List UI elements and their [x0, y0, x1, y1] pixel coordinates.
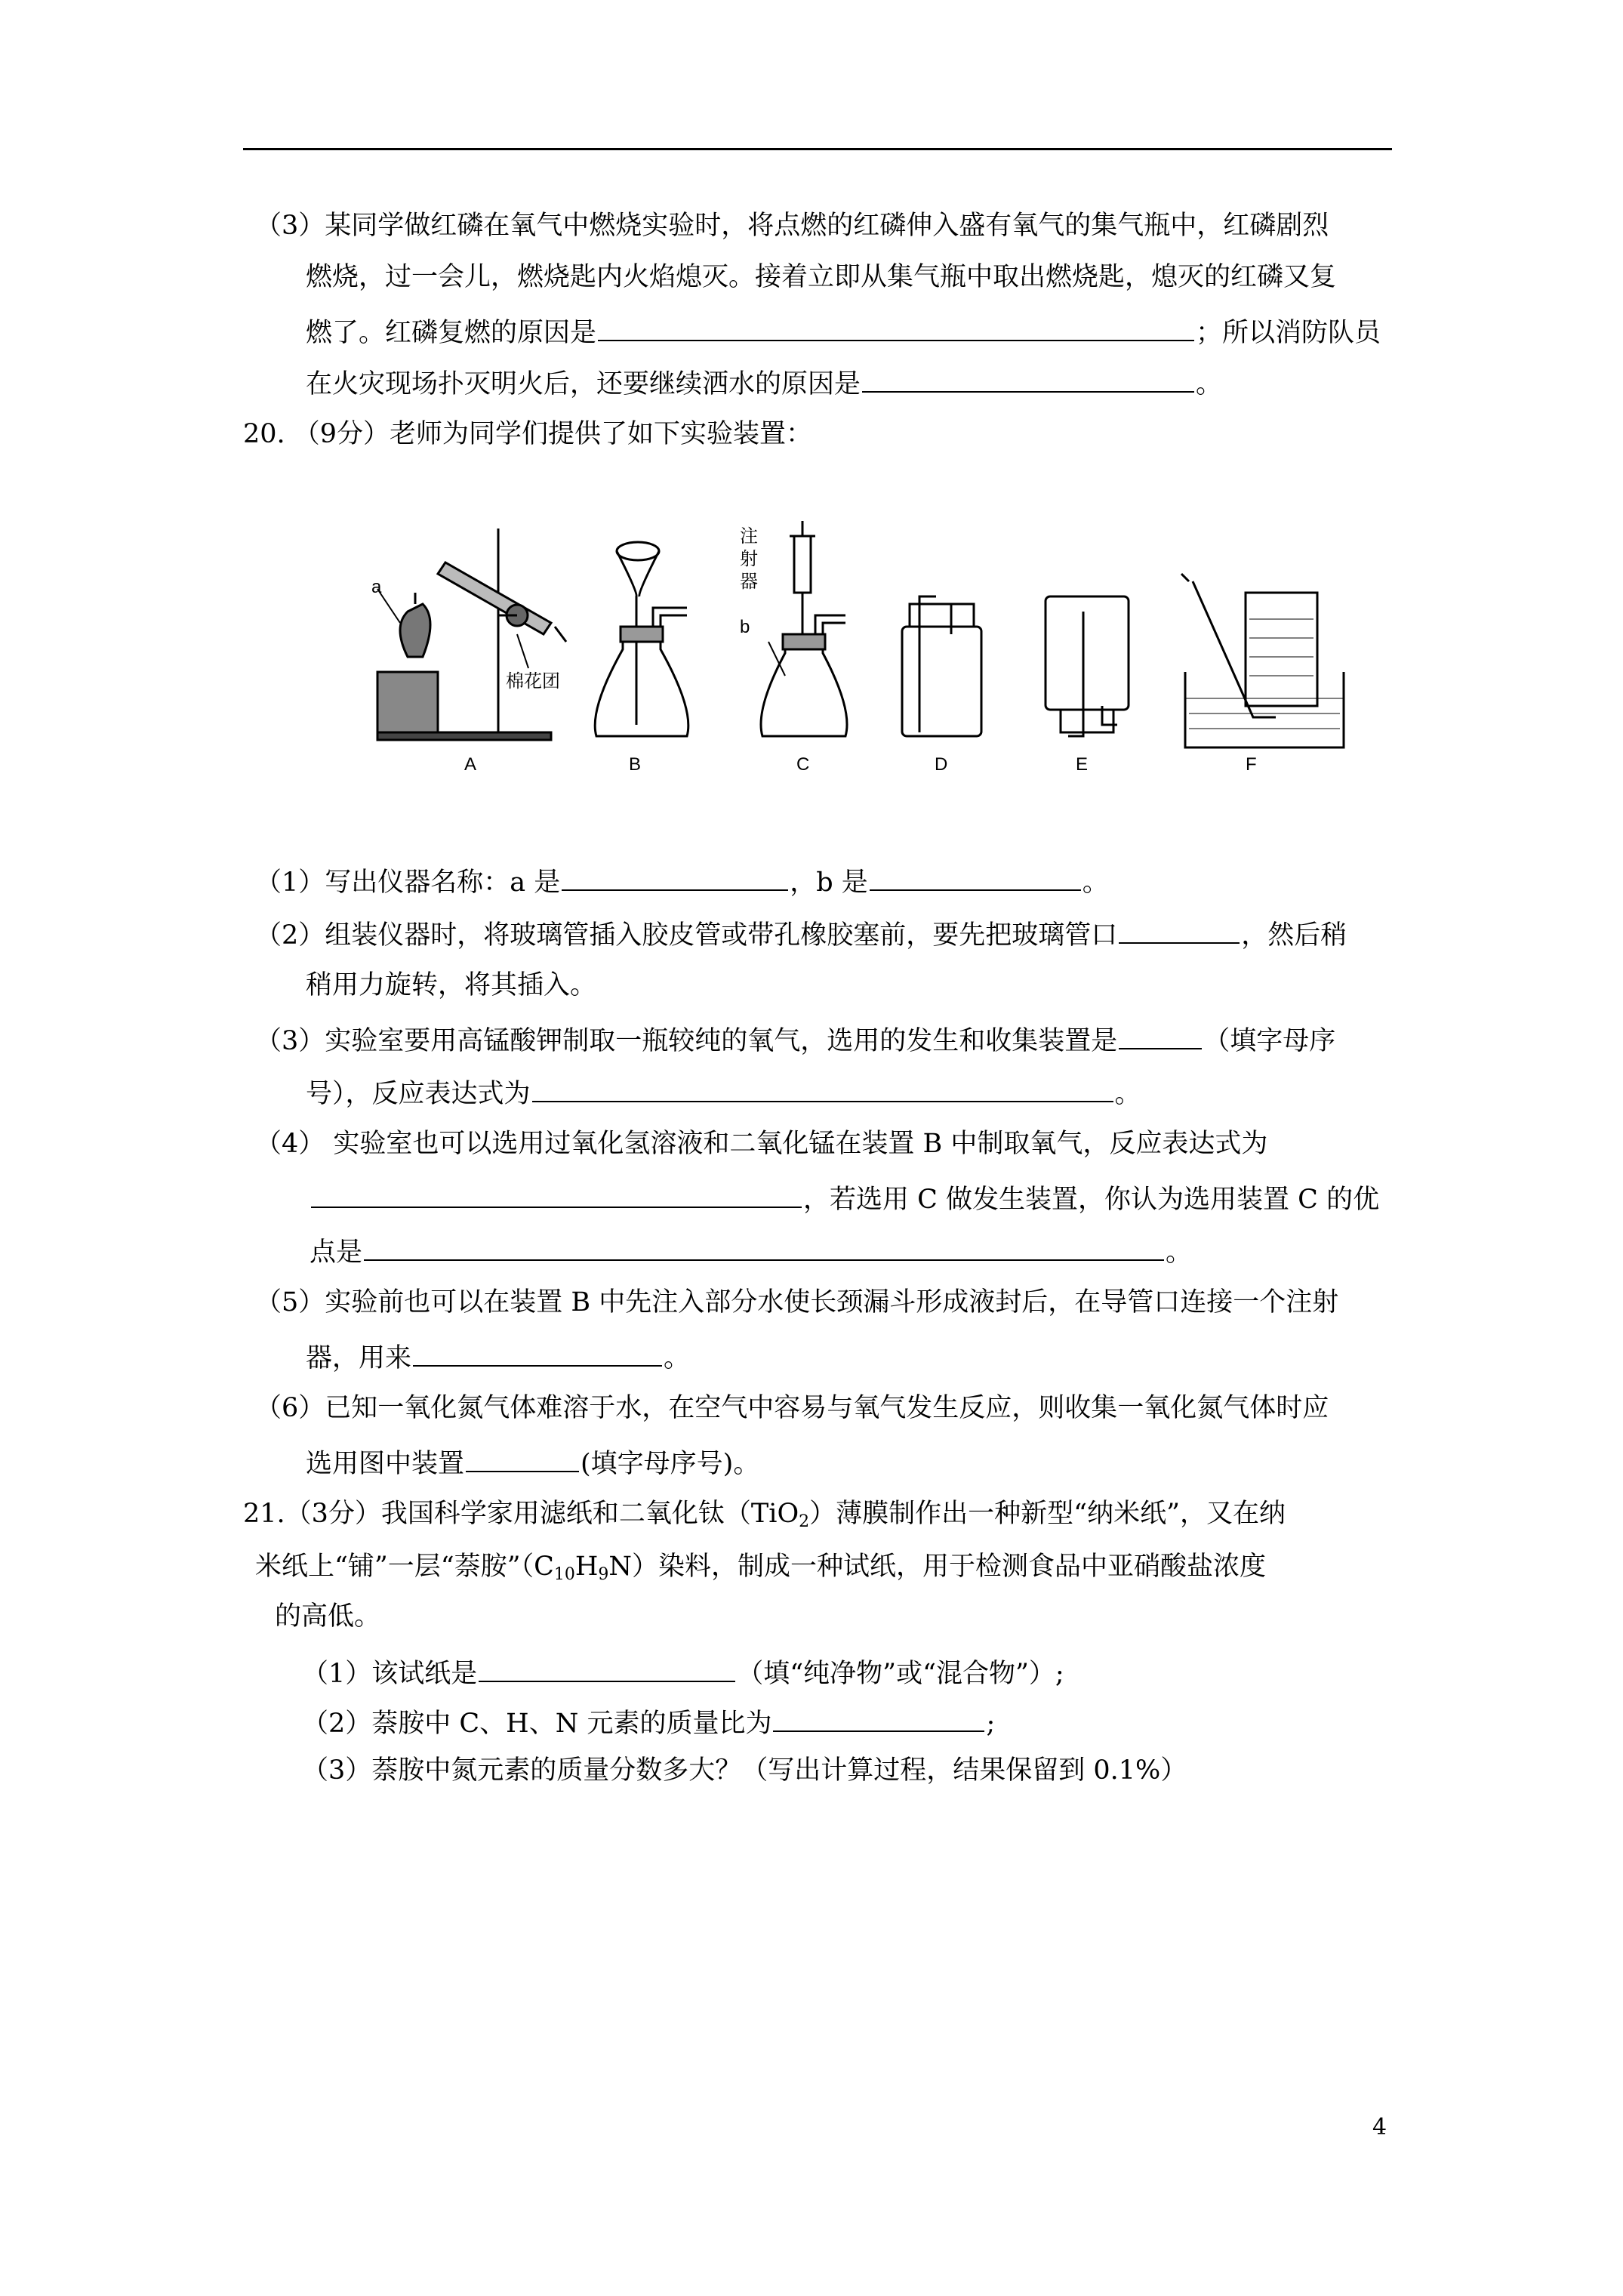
label-syringe-2: 射 [740, 549, 758, 569]
answer-blank[interactable] [532, 1078, 1113, 1102]
caption-f: F [1246, 754, 1257, 775]
apparatus-f [1181, 574, 1344, 747]
caption-e: E [1076, 754, 1089, 775]
q21-2: （2）萘胺中 C、H、N 元素的质量比为 ; [302, 1709, 996, 1739]
q20-3-line1: （3）实验室要用高锰酸钾制取一瓶较纯的氧气，选用的发生和收集装置是 （填字母序 [255, 1026, 1336, 1056]
apparatus-figure [355, 521, 1442, 778]
answer-blank[interactable] [311, 1184, 802, 1208]
q21-line3: 的高低。 [275, 1601, 381, 1632]
answer-blank[interactable] [1119, 1025, 1202, 1049]
q20-4-line3: 点是 。 [310, 1237, 1193, 1268]
answer-blank[interactable] [413, 1342, 662, 1367]
q20-title: 20. （9分）老师为同学们提供了如下实验装置： [243, 419, 813, 449]
caption-c: C [796, 754, 810, 775]
label-cotton: 棉花团 [506, 671, 560, 692]
page-number: 4 [1372, 2114, 1387, 2140]
apparatus-b [595, 542, 688, 736]
answer-blank[interactable] [562, 867, 788, 891]
q20-2-line2: 稍用力旋转，将其插入。 [306, 970, 597, 1000]
answer-blank[interactable] [364, 1237, 1164, 1261]
answer-blank[interactable] [773, 1708, 984, 1732]
q19-3-line4: 在火灾现场扑灭明火后，还要继续洒水的原因是 。 [306, 369, 1223, 399]
caption-b: B [629, 754, 642, 775]
apparatus-c [761, 521, 847, 736]
label-b: b [740, 617, 750, 637]
apparatus-e [1046, 596, 1129, 736]
q20-6-line2: 选用图中装置 (填字母序号)。 [306, 1449, 760, 1479]
q21-1: （1）该试纸是 （填“纯净物”或“混合物”）; [302, 1659, 1064, 1689]
q19-3-line3: 燃了。红磷复燃的原因是 ；所以消防队员 [306, 318, 1381, 348]
answer-blank[interactable] [466, 1448, 579, 1472]
apparatus-a [377, 529, 566, 740]
answer-blank[interactable] [1119, 920, 1240, 944]
caption-d: D [935, 754, 948, 775]
q20-1: （1）写出仪器名称：a 是 ，b 是 。 [255, 868, 1109, 898]
answer-blank[interactable] [598, 317, 1194, 341]
q21-3: （3）萘胺中氮元素的质量分数多大？（写出计算过程，结果保留到 0.1%） [302, 1755, 1187, 1786]
q19-3-line2: 燃烧，过一会儿，燃烧匙内火焰熄灭。接着立即从集气瓶中取出燃烧匙，熄灭的红磷又复 [306, 262, 1337, 292]
q19-3-line1: （3）某同学做红磷在氧气中燃烧实验时，将点燃的红磷伸入盛有氧气的集气瓶中，红磷剧烈 [255, 211, 1329, 241]
label-syringe-3: 器 [740, 572, 758, 592]
q20-5-line1: （5）实验前也可以在装置 B 中先注入部分水使长颈漏斗形成液封后，在导管口连接一个注射 [255, 1287, 1339, 1318]
answer-blank[interactable] [479, 1658, 735, 1682]
q20-4-line1: （4） 实验室也可以选用过氧化氢溶液和二氧化锰在装置 B 中制取氧气，反应表达式为 [255, 1129, 1268, 1159]
q20-4-line2: ，若选用 C 做发生装置，你认为选用装置 C 的优 [310, 1184, 1379, 1213]
q21-line2: 米纸上“铺”一层“萘胺$”(C_{10}H_9N)$染料，制成一种试纸，用于检测食品中亚硝酸盐浓度 [255, 1552, 1267, 1584]
q20-2-line1: （2）组装仪器时，将玻璃管插入胶皮管或带孔橡胶塞前，要先把玻璃管口 ，然后稍 [255, 920, 1347, 951]
answer-blank[interactable] [870, 867, 1081, 891]
q20-5-line2: 器，用来 。 [306, 1343, 691, 1373]
header-rule [243, 148, 1392, 150]
apparatus-d [902, 596, 981, 736]
label-a: a [371, 577, 382, 597]
q20-3-line2: 号），反应表达式为 。 [306, 1079, 1141, 1109]
label-syringe-1: 注 [740, 526, 758, 547]
q21-line1: 21.（3分）我国科学家用滤纸和二氧化钛（TiO$_2$）薄膜制作出一种新型“纳米纸”，又在纳 [243, 1499, 1286, 1531]
answer-blank[interactable] [862, 368, 1194, 393]
caption-a: A [464, 754, 477, 775]
q20-6-line1: （6）已知一氧化氮气体难溶于水，在空气中容易与氧气发生反应，则收集一氧化氮气体时应 [255, 1393, 1329, 1423]
